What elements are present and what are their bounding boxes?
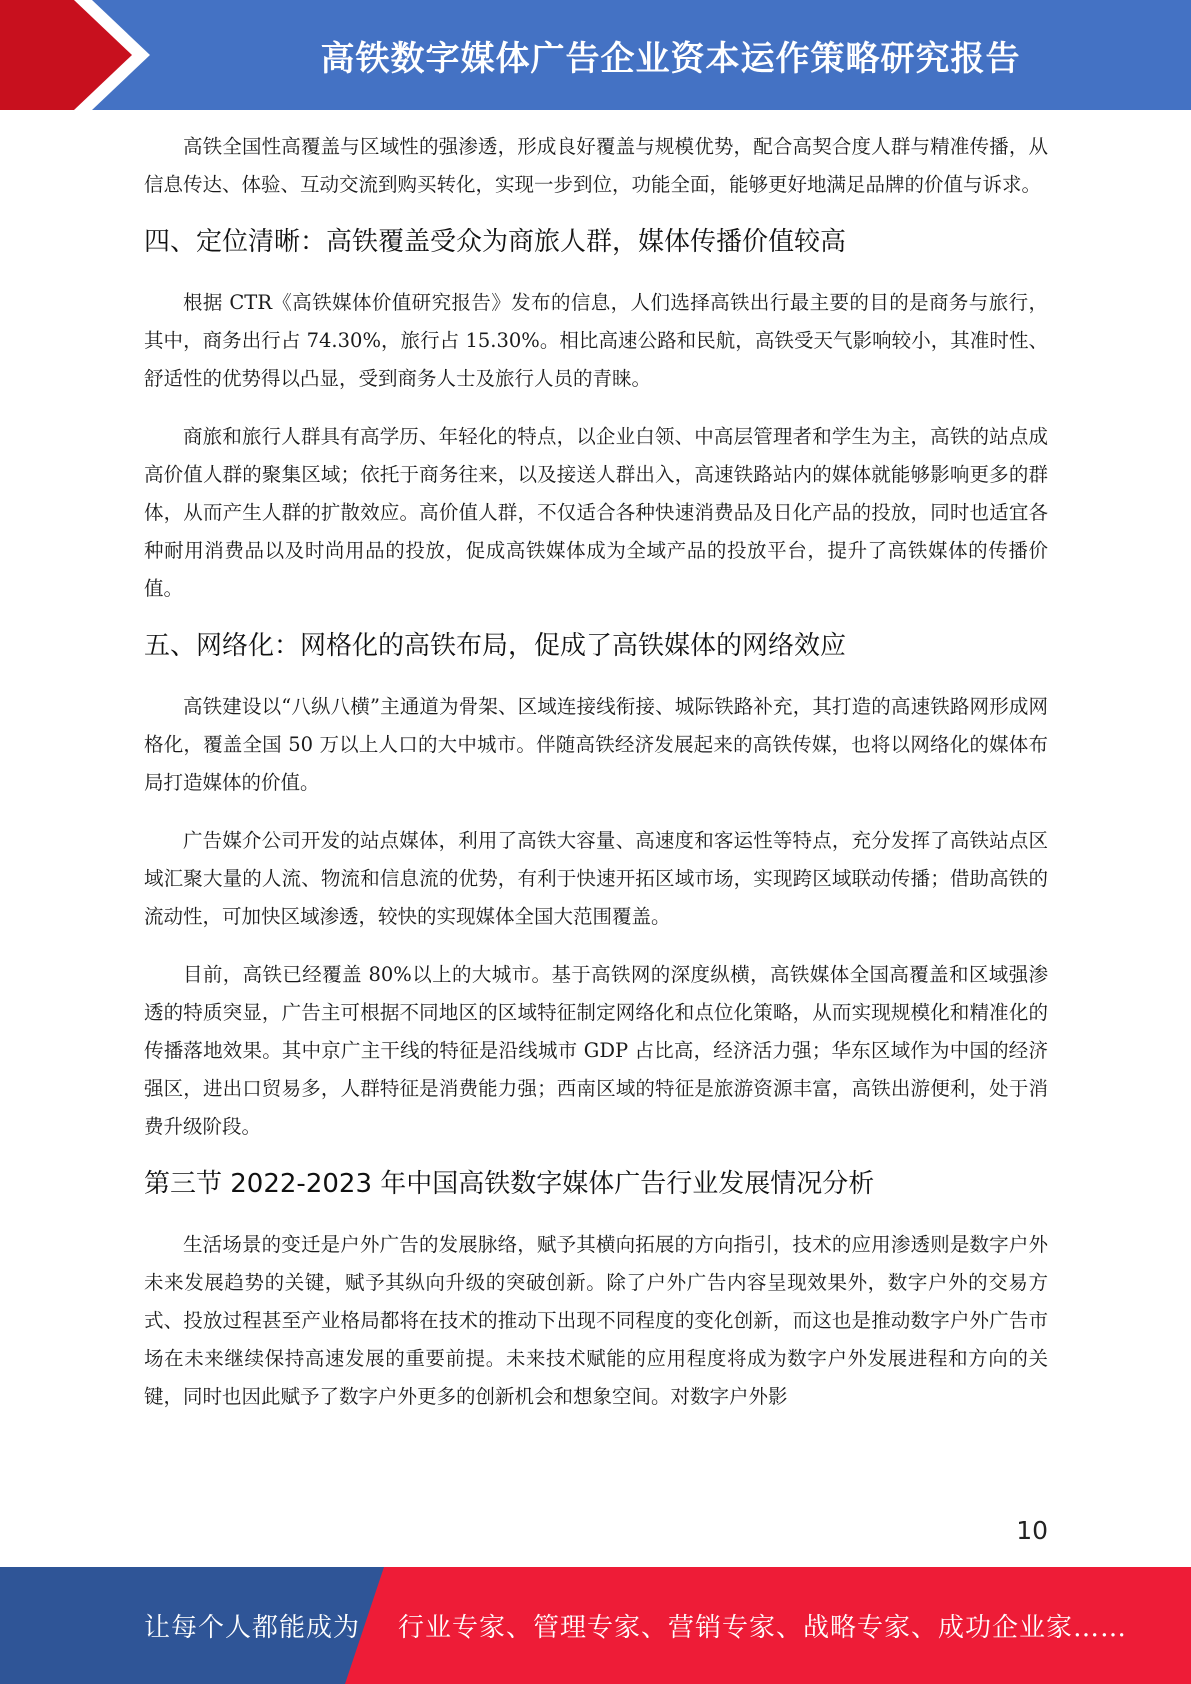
section-heading: 五、网络化：网格化的高铁布局，促成了高铁媒体的网络效应 — [144, 631, 847, 661]
page-number: 10 — [1016, 1516, 1048, 1545]
body-paragraph: 广告媒介公司开发的站点媒体，利用了高铁大容量、高速度和客运性等特点，充分发挥了高铁站点区域汇聚大量的人流、物流和信息流的优势，有利于快速开拓区域市场，实现跨区域联动传播；借助高铁的流动性，可加快区域渗透，较快的实现媒体全国大范围覆盖。 — [144, 829, 1048, 928]
body-paragraph: 高铁建设以“八纵八横”主通道为骨架、区域连接线衔接、城际铁路补充，其打造的高速铁路网形成网格化，覆盖全国 50 万以上人口的大中城市。伴随高铁经济发展起来的高铁传媒，也将以网络化的媒体布局打造媒体的价值。 — [144, 695, 1048, 794]
chapter-section-heading: 第三节 2022-2023 年中国高铁数字媒体广告行业发展情况分析 — [144, 1169, 875, 1199]
report-header-banner — [0, 0, 1191, 110]
report-title: 高铁数字媒体广告企业资本运作策略研究报告 — [320, 38, 1021, 79]
footer-slogan-left: 让每个人都能成为 — [144, 1613, 361, 1643]
page-body — [144, 128, 1048, 1436]
footer-slogan-right: 行业专家、管理专家、营销专家、战略专家、成功企业家…… — [398, 1613, 1128, 1643]
body-paragraph: 生活场景的变迁是户外广告的发展脉络，赋予其横向拓展的方向指引，技术的应用渗透则是数字户外未来发展趋势的关键，赋予其纵向升级的突破创新。除了户外广告内容呈现效果外，数字户外的交易方式、投放过程甚至产业格局都将在技术的推动下出现不同程度的变化创新，而这也是推动数字户外广告市场在未来继续保持高速发展的重要前提。未来技术赋能的应用程度将成为数字户外发展进程和方向的关键，同时也因此赋予了数字户外更多的创新机会和想象空间。对数字户外影 — [144, 1233, 1048, 1408]
body-paragraph: 根据 CTR《高铁媒体价值研究报告》发布的信息，人们选择高铁出行最主要的目的是商务与旅行，其中，商务出行占 74.30%，旅行占 15.30%。相比高速公路和民航，高铁受天气影响较小，其准时性、舒适性的优势得以凸显，受到商务人士及旅行人员的青睐。 — [144, 291, 1048, 390]
footer-banner — [0, 1567, 1191, 1684]
section-heading: 四、定位清晰：高铁覆盖受众为商旅人群，媒体传播价值较高 — [144, 227, 847, 257]
body-paragraph: 商旅和旅行人群具有高学历、年轻化的特点，以企业白领、中高层管理者和学生为主，高铁的站点成高价值人群的聚集区域；依托于商务往来，以及接送人群出入，高速铁路站内的媒体就能够影响更多的群体，从而产生人群的扩散效应。高价值人群，不仅适合各种快速消费品及日化产品的投放，同时也适宜各种耐用消费品以及时尚用品的投放，促成高铁媒体成为全域产品的投放平台，提升了高铁媒体的传播价值。 — [144, 425, 1048, 600]
body-paragraph: 目前，高铁已经覆盖 80%以上的大城市。基于高铁网的深度纵横，高铁媒体全国高覆盖和区域强渗透的特质突显，广告主可根据不同地区的区域特征制定网络化和点位化策略，从而实现规模化和精准化的传播落地效果。其中京广主干线的特征是沿线城市 GDP 占比高，经济活力强；华东区域作为中国的经济强区，进出口贸易多，人群特征是消费能力强；西南区域的特征是旅游资源丰富，高铁出游便利，处于消费升级阶段。 — [144, 963, 1048, 1138]
body-paragraph: 高铁全国性高覆盖与区域性的强渗透，形成良好覆盖与规模优势，配合高契合度人群与精准传播，从信息传达、体验、互动交流到购买转化，实现一步到位，功能全面，能够更好地满足品牌的价值与诉求。 — [144, 135, 1048, 196]
